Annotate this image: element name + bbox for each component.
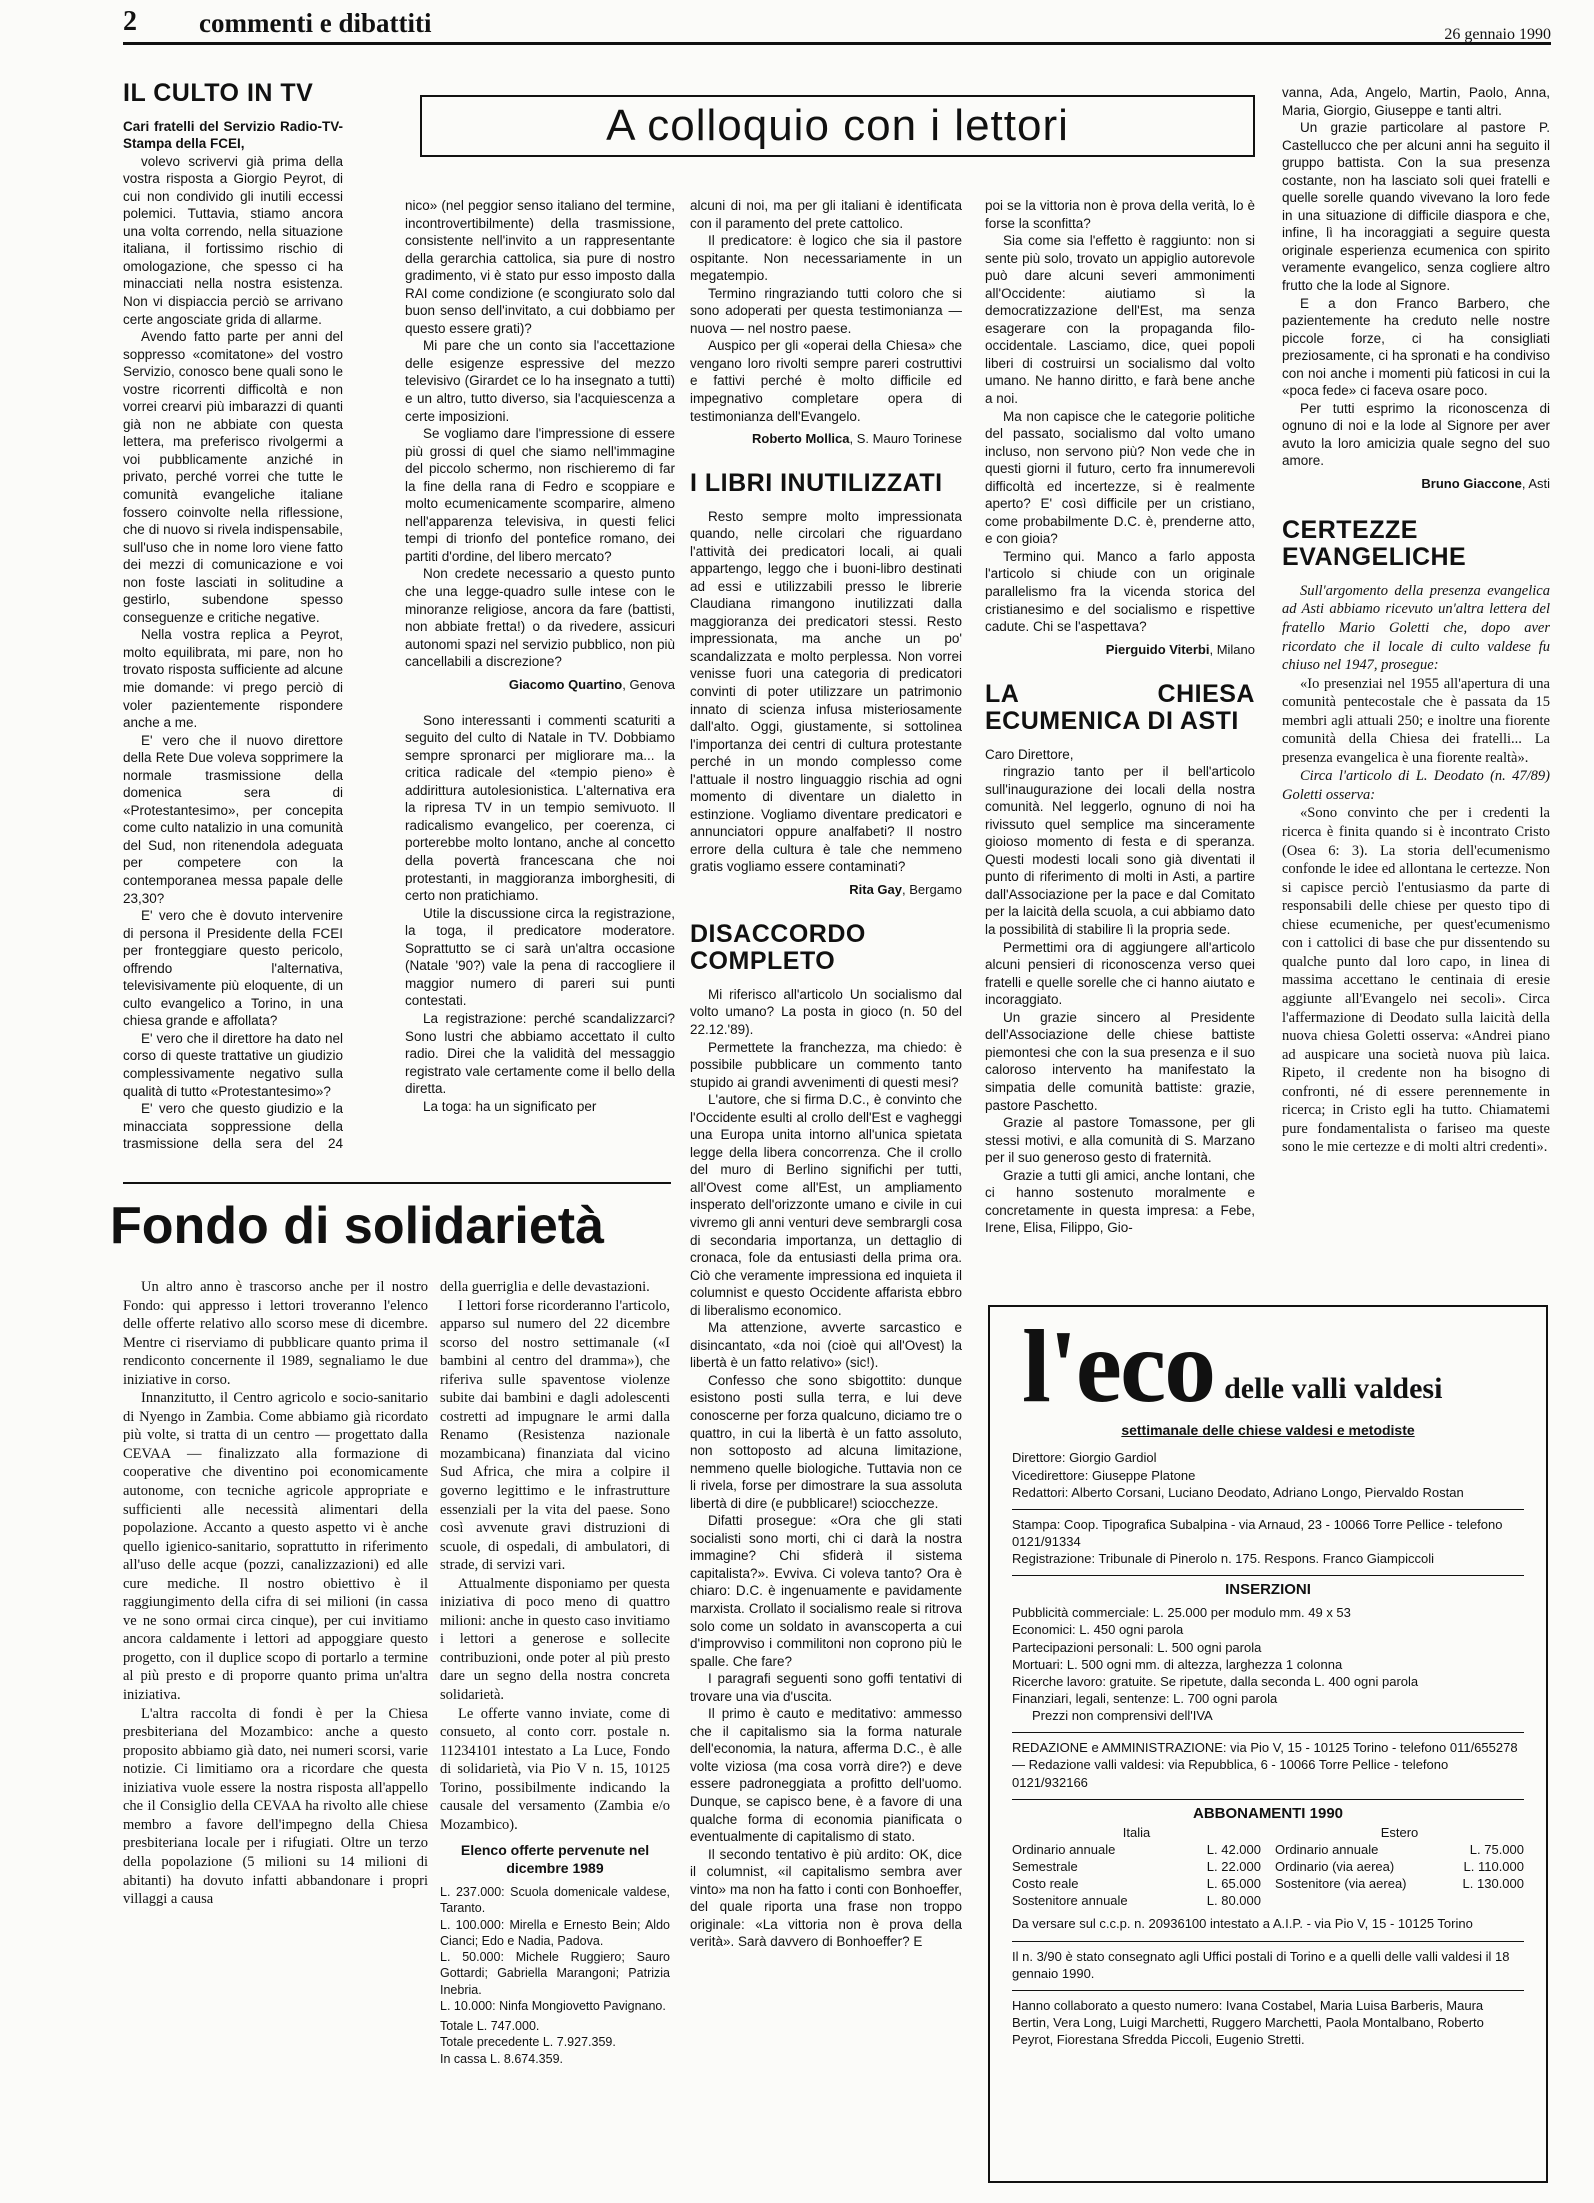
abbonamento-row: Semestrale L. 22.000 [1012, 1858, 1261, 1874]
list-item: Totale precedente L. 7.927.359. [440, 2035, 616, 2050]
paragraph: I paragrafi seguenti sono goffi tentativi di trovare una via d'uscita. [690, 1671, 962, 1704]
paragraph: Un grazie particolare al pastore P. Castellucco che per alcuni anni ha seguito il gruppo battista. Con la sua presenza costante, non ha lasciato soli quei fratelli e quelle sorelle quando vivevano la loro fede in una situazione di difficile diaspora e che, infine, lì ha incoraggiati a seguire questa originale esperienza ecumenica con spirito veramente evangelico, senza cogliere altro frutto che la lode al Signore. [1282, 120, 1550, 294]
inserzioni-item: Ricerche lavoro: gratuite. Se ripetute, dalla seconda L. 400 ogni parola [1012, 1673, 1419, 1689]
list-item: L. 10.000: Ninfa Mongiovetto Pavignano. [440, 1998, 666, 2013]
inserzioni-item: Prezzi non comprensivi dell'IVA [1032, 1708, 1213, 1724]
offerte-list [440, 1884, 670, 2067]
fondo-column-1 [123, 1278, 428, 2183]
paragraph: Sono interessanti i commenti scaturiti a seguito del culto di Natale in TV. Dobbiamo sempre spronarci per migliorare ma... la critica radicale del «tempio pieno» è addirittura autolesionistica. L'alternativa era la ripresa TV in un tempio semivuoto. Il radicalismo evangelico, per coerenza, ci porterebbe molto lontano, anche al concetto della povertà francescana che noi protestanti, in maggioranza imborghesiti, di certo non pratichiamo. [405, 712, 675, 904]
paragraph: L'autore, che si firma D.C., è convinto che l'Occidente esulti al crollo dell'Est e vagheggi una Europa unita intorno all'unica spietata legge della libera concorrenza. Che il crollo del muro di Berlino significhi per tutti, all'Ovest come all'Est, un ampliamento insperato dell'orizzonte umano e civile in cui vivremo gli anni venturi deve sembrargli cosa di secondaria importanza, un dettaglio di cronaca, fole da entusiasti della prima ora. Ciò che veramente impressiona ed inquieta il columnist e questo Occidente affarista ebbro di liberalismo economico. [690, 1092, 962, 1318]
banner-title: A colloquio con i lettori [606, 101, 1069, 150]
paragraph: Per tutti esprimo la riconoscenza di ognuno di noi e la lode al Signore per aver avuto la loro amicizia quale segno del suo amore. [1282, 400, 1550, 469]
paragraph: Il predicatore: è logico che sia il pastore ospitante. Non necessariamente in un megatempio. [690, 233, 962, 284]
eco-consegnato: Il n. 3/90 è stato consegnato agli Uffici postali di Torino e a quelli delle valli valdesi il 18 gennaio 1990. [1012, 1948, 1510, 1981]
certezze-body [1282, 582, 1550, 1157]
list-item: Totale L. 747.000. [440, 2019, 540, 2034]
abbonamento-row: Costo reale L. 65.000 [1012, 1876, 1261, 1892]
colloquio-banner [420, 95, 1255, 157]
eco-vicedirettore: Vicedirettore: Giuseppe Platone [1012, 1467, 1196, 1483]
paragraph: della guerriglia e delle devastazioni. [440, 1279, 650, 1295]
paragraph: Un grazie sincero al Presidente dell'Associazione delle chiese battiste piemontesi che con la sua presenza e il suo caloroso intervento ha manifestato la simpatia delle comunità battiste: grazie, pastore Paschetto. [985, 1009, 1255, 1113]
paragraph: E' vero che questo giudizio e la minacciata soppressione della trasmissione della sera del 24 [123, 1101, 343, 1151]
salutation: Caro Direttore, [985, 746, 1074, 762]
inserzioni-item: Mortuari: L. 500 ogni mm. di altezza, larghezza 1 colonna [1012, 1656, 1343, 1672]
page-number: 2 [123, 6, 137, 37]
paragraph: Grazie a tutti gli amici, anche lontani, che ci hanno sostenuto moralmente e concretamente in questa impresa: a Febe, Irene, Elisa, Filippo, Gio- [985, 1167, 1255, 1236]
abbonamento-row: Ordinario annuale L. 42.000 [1012, 1841, 1261, 1857]
salutation: Cari fratelli del Servizio Radio-TV-Stampa della FCEI, [123, 118, 343, 152]
paragraph: Confesso che sono sbigottito: dunque esistono posti sulla terra, e lui deve conoscerne per forza qualcuno, diciamo tre o quattro, in cui la libertà è un fatto assoluto, non sottoposto ad alcuna limitazione, nemmeno quelle biologiche. Tuttavia non ce li rivela, forse per dimostrare la sua assoluta libertà di dire (e pubblicare!) sciocchezze. [690, 1372, 962, 1511]
list-item: L. 100.000: Mirella e Ernesto Bein; Aldo Cianci; Edo e Nadia, Padova. [440, 1917, 670, 1948]
signature: Bruno Giaccone, Asti [1421, 476, 1550, 492]
inserzioni-item: Finanziari, legali, sentenze: L. 700 ogni parola [1012, 1690, 1278, 1706]
paragraph: ringrazio tanto per il bell'articolo sull'inaugurazione dei locali della nostra comunità. Nel leggerlo, ognuno di noi ha rivissuto quel semplice ma sinceramente gioioso momento di festa e di speranza. Questi modesti locali sono già diventati il punto di riferimento di molti in Asti, a partire dall'Associazione per la pace e dal Comitato per la laicità della scuola, a cui abbiamo dato la possibilità di stabilire lì la propria sede. [985, 764, 1255, 938]
paragraph: Circa l'articolo di L. Deodato (n. 47/89) Goletti osserva: [1282, 768, 1550, 803]
article-culto-in-tv [123, 76, 343, 1151]
eco-masthead-box [988, 1305, 1548, 2183]
paragraph: Resto sempre molto impressionata quando, nelle circolari che riguardano l'attività dei predicatori locali, ai quali appartengo, leggo che i buoni-libro destinati ad essi e utilizzabili presso le librerie Claudiana rimangono inutilizzati dalla maggioranza dei predicatori stessi. Resto impressionata, ma anche un po' scandalizzata e molto perplessa. Non vorrei venisse fuori una categoria di predicatori convinti di poter utilizzare un patrimonio innato di scienza infusa misteriosamente dall'alto. Oggi, giustamente, si sottolinea l'importanza dei centri di cultura protestante perché in un mondo complesso come l'attuale il nostro linguaggio rischia ad ogni momento di diventare un dialetto in estinzione. Vogliamo diventare predicatori e annunciatori oppure analfabeti? Il nostro errore della cultura è tale che nemmeno gratis vogliamo essere contaminati? [690, 508, 962, 875]
paragraph: vanna, Ada, Angelo, Martin, Paolo, Anna, Maria, Giorgio, Giuseppe e tanti altri. [1282, 85, 1550, 118]
list-item: L. 237.000: Scuola domenicale valdese, Taranto. [440, 1885, 670, 1916]
eco-direttore: Direttore: Giorgio Gardiol [1012, 1450, 1157, 1466]
abbonamento-row: Sostenitore (via aerea) L. 130.000 [1275, 1876, 1524, 1892]
abbonamento-row: Sostenitore annuale L. 80.000 [1012, 1893, 1261, 1909]
paragraph: Termino qui. Manco a farlo apposta l'articolo si chiude con un originale parallelismo fra la vicenda storica del cristianesimo e del socialismo e rispettive cadute. Chi se l'aspettava? [985, 548, 1255, 635]
eco-versare: Da versare sul c.c.p. n. 20936100 intestato a A.I.P. - via Pio V, 15 - 10125 Torino [1012, 1916, 1473, 1932]
paragraph: Permettimi ora di aggiungere all'articolo alcuni pensieri di riconoscenza verso quei fratelli e quelle sorelle che ci hanno aiutato e incoraggiato. [985, 939, 1255, 1008]
eco-collaborato: Hanno collaborato a questo numero: Ivana Costabel, Maria Luisa Barberis, Maura Bertin, Vera Long, Luigi Marchetti, Ruggero Marchetti, Paola Montalbano, Roberto Peyrot, Fiorestana Sfredda Piccoli, Eugenio Stretti. [1012, 1997, 1484, 2048]
fondo-column-2 [440, 1278, 670, 2193]
paragraph: Attualmente disponiamo per questa iniziativa di poco meno di quattro milioni: anche in questo caso invitiamo i lettori a generose e sollecite contribuzioni, onde poter al più presto dare un segno della nostra concreta solidarietà. [440, 1575, 670, 1704]
article-title: DISACCORDO COMPLETO [690, 919, 866, 976]
paragraph: Un altro anno è trascorso anche per il nostro Fondo: qui appresso i lettori troveranno l'elenco delle offerte relativo allo scorso mese di dicembre. Mentre ci riserviamo di pubblicare quanto prima il rendiconto concernente il 1989, segnaliamo le due iniziative in corso. [123, 1279, 428, 1388]
paragraph: Nella vostra replica a Peyrot, molto equilibrata, mi pare, non ho trovato risposta sufficiente ad alcune mie domande: vi prego perciò di voler pazientemente rispondere anche a me. [123, 627, 343, 731]
list-item: L. 50.000: Michele Ruggiero; Sauro Gottardi; Gabriella Marangoni; Patrizia Inebria. [440, 1950, 670, 1997]
paragraph: E' vero che il nuovo direttore della Rete Due voleva sopprimere la normale trasmissione della domenica sera di «Protestantesimo», per concepita come culto natalizio in una comunità del Sud, non ritenendola adeguata per competere con la contemporanea messa papale delle 23,30? [123, 732, 343, 906]
paragraph: La registrazione: perché scandalizzarci? Sono lustri che abbiamo accettato il culto radio. Direi che la validità del messaggio registrato vale certamente come il bello della diretta. [405, 1010, 675, 1097]
paragraph: Mi riferisco all'articolo Un socialismo dal volto umano? La posta in gioco (n. 50 del 22.12.'89). [690, 986, 962, 1037]
abbonamento-row: Ordinario annuale L. 75.000 [1275, 1841, 1524, 1857]
paragraph: Difatti prosegue: «Ora che gli stati socialisti sono morti, chi ci darà la nostra immagine? Chi sfiderà il sistema capitalista?». Evviva. Ci voleva tanto? Ora è chiaro: D.C. è ingenuamente e pavidamente marxista. Crollato il socialismo reale si ritrova solo come un soldato in avanscoperta a cui d'improvviso i commilitoni non coprono più le spalle. Che fare? [690, 1513, 962, 1669]
inserzioni-item: Economici: L. 450 ogni parola [1012, 1622, 1184, 1638]
inserzioni-item: Pubblicità commerciale: L. 25.000 per modulo mm. 49 x 53 [1012, 1605, 1351, 1621]
intro: Sull'argomento della presenza evangelica ad Asti abbiamo ricevuto un'altra lettera del fratello Mario Goletti che, dopo aver ricordato che il locale di culto valdese fu chiuso nel 1947, prosegue: [1282, 582, 1550, 674]
paragraph: Innanzitutto, il Centro agricolo e socio-sanitario di Nyengo in Zambia. Come abbiamo già ricordato più volte, si tratta di un centro — progettato dalla CEVAA — finalizzato alla formazione di cooperative che diventino poi economicamente autonome, con tecniche agricole appropriate e sufficienti alle necessità alimentari della popolazione. Accanto a questo aspetto vi è anche quello igienico-sanitario, soprattutto in riferimento all'uso delle acque (pozzi, canalizzazioni) ed alle cure mediche. Il nostro obiettivo è il raggiungimento della cifra di sei milioni (in cassa ve ne sono ormai circa cinque), per cui invitiamo ancora caldamente i lettori ad appoggiare questo progetto, con il duplice scopo di portarlo a termine al più presto e di proporre quanto prima un'altra iniziativa. [123, 1390, 428, 1704]
eco-stampa: Stampa: Coop. Tipografica Subalpina - via Arnaud, 23 - 10066 Torre Pellice - telefono 0121/91334 [1012, 1516, 1503, 1550]
article-title: LA CHIESA ECUMENICA DI ASTI [985, 679, 1255, 736]
paragraph: Il primo è cauto e meditativo: ammesso che il capitalismo sia la forma naturale dell'economia, la natura, afferma D.C., è alle volte viziosa (ma cosa vorrà dire?) e deve essere padroneggiata a profitto dell'uomo. Dunque, se capisco bene, è a favore di una qualche forma di economia pianificata o eventualmente di capitalismo di stato. [690, 1706, 962, 1845]
inserzioni-item: Partecipazioni personali: L. 500 ogni parola [1012, 1639, 1262, 1655]
abbonamento-row: Ordinario (via aerea) L. 110.000 [1275, 1858, 1524, 1874]
paragraph: Avendo fatto parte per anni del soppresso «comitatone» del vostro Servizio, conosco bene quali sono le vostre ricorrenti difficoltà e non vorrei crearvi più imbarazzi di quanti già non ne abbiate con questa lettera, ma preferisco rivolgermi a voi pubblicamente anziché in privato, perché vorrei che tutte le comunità evangeliche italiane fossero coinvolte nella riflessione, che di nuovo si rivela indispensabile, sull'uso che in nome loro viene fatto dei mezzi di comunicazione e voi non foste lasciati in solitudine a gestirlo, subendone spesso conseguenze e critiche negative. [123, 329, 343, 625]
paragraph: «Sono convinto che per i credenti la ricerca è finita quando si è incontrato Cristo (Osea 6: 3). La storia dell'ecumenismo confonde le idee ed allontana le certezze. Non si capisce perciò l'entusiasmo da parte di responsabili delle chiese per questo tipo di chiese ecumeniche, per quest'ecumenismo con i cattolici di base che pur dissentendo su qualche punto dal loro capo, in linea di massima accettano le centinaia di eresie aggiunte all'Evangelo nei secoli». Circa l'affermazione di Deodato sulla laicità della nuova chiesa Goletti osserva: «Andrei piano ad auspicare una società nuova più laica. Ripeto, il credente non ha bisogno di confronti, né di essere perennemente in ricerca; in Cristo egli ha tutto. Chiamatemi pure fondamentalista o fariseo ma queste sono le mie certezze e di molti altri credenti». [1282, 805, 1550, 1156]
paragraph: nico» (nel peggior senso italiano del termine, incontrovertibilmente) della trasmissione, consistente nell'invito a un rappresentante della gerarchia cattolica, sia pure di nostro gradimento, vi è stato pur esso imposto dalla RAI come condizione (e scongiurato solo dal buon senso dell'invitato, a cui dobbiamo per questo essere grati)? [405, 198, 675, 336]
paragraph: E' vero che è dovuto intervenire di persona il Presidente della FCEI per fronteggiare questo pericolo, offrendo l'alternativa, televisivamente più eloquente, di un culto evangelico a Torino, in una chiesa grande e affollata? [123, 908, 343, 1029]
abbonamenti-estero: Estero Ordinario annuale L. 75.000 Ordinario (via aerea) L. 110.000 Sostenitore (via aerea) L. 130.000 [1275, 1824, 1524, 1892]
paragraph: poi se la vittoria non è prova della verità, lo è forse la sconfitta? [985, 198, 1255, 231]
paragraph: Il secondo tentativo è più ardito: OK, dice il columnist, «il capitalismo sembra aver vinto» ma non ha fatto i conti con Bonhoeffer, del quale riporta una frase non troppo originale: «La vittoria non è prova della verità». Sarà davvero di Bonhoeffer? E [690, 1846, 962, 1950]
paragraph: E' vero che il direttore ha dato nel corso di queste trattative un giudizio complessivamente negativo sulla qualità di tutto «Protestantesimo»? [123, 1030, 343, 1099]
paragraph: volevo scrivervi già prima della vostra risposta a Giorgio Peyrot, di cui non condivido gli inutili eccessi polemici. Tuttavia, stiamo ancora una volta correndo, nella situazione italiana, il fortissimo rischio di omologazione, che spesso ci ha minacciati nella nostra esistenza. Non vi dispiaccia perciò se arrivano certe angosciate grida di allarme. [123, 153, 343, 327]
section-title: commenti e dibattiti [199, 8, 432, 38]
eco-registrazione: Registrazione: Tribunale di Pinerolo n. 175. Respons. Franco Giampiccoli [1012, 1551, 1434, 1567]
paragraph: L'altra raccolta di fondi è per la Chiesa presbiteriana del Mozambico: anche a questo proposito abbiamo già dato, nei numeri scorsi, varie notizie. Ci limitiamo ora a ricordare che questa iniziativa vuole essere la nostra risposta all'appello che il Consiglio della CEVAA ha rivolto alle chiese membro a favore dell'impegno della Chiesa presbiteriana locale per i rifugiati. Oltre un terzo della popolazione (5 milioni su 14 milioni di abitanti) ha dovuto infatti abbandonare i propri villaggi a causa [123, 1705, 428, 1908]
list-item: In cassa L. 8.674.359. [440, 2051, 564, 2066]
article-title: CERTEZZE EVANGELICHE [1282, 515, 1467, 572]
signature: Roberto Mollica, S. Mauro Torinese [752, 431, 962, 447]
paragraph: Grazie al pastore Tomassone, per gli stessi motivi, e alla comunità di S. Marzano per il suo generoso gesto di fraternità. [985, 1115, 1255, 1166]
article-column-4 [985, 197, 1255, 1282]
paragraph: Se vogliamo dare l'impressione di essere più grossi di quel che siamo nell'immagine del piccolo schermo, non rischieremo di far la fine della rana di Fedro e scoppiare e molto ecumenicamente scomparire, almeno nell'apparenza televisiva, in questi felici tempi di trionfo del pontefice romano, dei partiti d'ordine, del libero mercato? [405, 426, 675, 564]
abbonamenti-italia: Italia Ordinario annuale L. 42.000 Semestrale L. 22.000 Costo reale L. 65.000 Sostenitore annuale L. 80.000 [1012, 1824, 1261, 1909]
paragraph: I lettori forse ricorderanno l'articolo, apparso sul numero del 22 dicembre scorso del nostro settimanale («I bambini al centro del dramma»), che riferiva sulle spaventose violenze subite dai bambini e dagli adolescenti costretti ad impugnare le armi dalla Renamo (Resistenza nazionale mozambicana) finanziata dal vicino Sud Africa, che mira a colpire il governo legittimo e le infrastrutture essenziali per la vita del paese. Sono così avvenute gravi distruzioni di scuole, di ospedali, di ambulatori, di strade, di servizi vari. [440, 1297, 670, 1574]
list-title: Elenco offerte pervenute nel dicembre 1989 [460, 1842, 650, 1877]
paragraph: Sia come sia l'effetto è raggiunto: non si sente più solo, trovato un appiglio autorevole può dare alcuni severi ammonimenti all'Occidente: aiutiamo sì la democratizzazione dell'Est, ma senza esagerare con la propaganda filo-occidentale. Lasciamo, dice, quei popoli liberi di costruirsi un socialismo dal volto umano. Ne hanno diritto, e farà bene anche a noi. [985, 233, 1255, 407]
paragraph: Termino ringraziando tutti coloro che si sono adoperati per questa testimonianza — nuova — nel nostro paese. [690, 285, 962, 336]
paragraph: «Io presenziai nel 1955 all'apertura di una comunità pentecostale che è passata da 15 membri agli attuali 250; e inoltre una fiorente comunità della Chiesa dei fratelli... La presenza evangelica è una fiorente realtà». [1282, 675, 1550, 766]
fondo-top-rule [123, 1182, 671, 1184]
page-header [123, 6, 1551, 42]
issue-date: 26 gennaio 1990 [1444, 26, 1551, 42]
paragraph: Permettete la franchezza, ma chiedo: è possibile pubblicare un commento tanto stupido ai grandi avvenimenti di questi mesi? [690, 1039, 962, 1090]
paragraph: alcuni di noi, ma per gli italiani è identificata con il paramento del prete cattolico. [690, 198, 962, 231]
eco-tagline: settimanale delle chiese valdesi e metodiste [1121, 1422, 1415, 1438]
paragraph: Auspico per gli «operai della Chiesa» che vengano loro rivolti sempre pareri costruttivi e fattivi perché è molto difficile ed impegnativo completare opera di testimonianza dell'Evangelo. [690, 338, 962, 424]
eco-redazione: REDAZIONE e AMMINISTRAZIONE: via Pio V, 15 - 10125 Torino - telefono 011/655278 — Redazione valli valdesi: via Repubblica, 6 - 10066 Torre Pellice - telefono 0121/932166 [1012, 1740, 1518, 1790]
eco-logo: l'eco delle valli valdesi [1022, 1309, 1443, 1424]
paragraph: Utile la discussione circa la registrazione, la toga, il predicatore moderatore. Soprattutto se ci sarà un'altra occasione (Natale '90?) vale la pena di raccogliere il maggior numero di pareri sui punti contestati. [405, 905, 675, 1009]
article-title: IL CULTO IN TV [123, 79, 314, 107]
inserzioni-title: INSERZIONI [1225, 1581, 1311, 1599]
signature: Giacomo Quartino, Genova [508, 676, 675, 692]
abbonamenti-title: ABBONAMENTI 1990 [1192, 1804, 1344, 1822]
paragraph: Le offerte vanno inviate, come di consueto, al conto corr. postale n. 11234101 intestato a La Luce, Fondo di solidarietà, via Pio V n. 15, 10125 Torino, possibilmente indicando la causale del versamento (Zambia e/o Mozambico). [440, 1705, 670, 1833]
paragraph: E a don Franco Barbero, che pazientemente ha creduto nelle nostre piccole forze, ci ha consigliati preziosamente, ci ha spronati e ha condiviso con noi anche i momenti più faticosi in cui la «poca fede» ci faceva osare poco. [1282, 295, 1550, 399]
paragraph: Ma attenzione, avverte sarcastico e disincantato, «da noi (cioè qui all'Ovest) la libertà è un fatto relativo» (sic!). [690, 1320, 962, 1371]
header-rule [123, 42, 1551, 45]
article-column-3 [690, 197, 962, 2187]
article-culto-continued [405, 197, 675, 1182]
paragraph: Mi pare che un conto sia l'accettazione delle esigenze espressive del mezzo televisivo (Girardet ce lo ha insegnato a tutti) e un altro, tutto diverso, sia l'acquiescenza a certe imposizioni. [405, 338, 675, 424]
signature: Pierguido Viterbi, Milano [1105, 641, 1255, 657]
eco-redattori: Redattori: Alberto Corsani, Luciano Deodato, Adriano Longo, Piervaldo Rostan [1012, 1484, 1464, 1500]
signature: Rita Gay, Bergamo [849, 881, 962, 897]
fondo-title: Fondo di solidarietà [110, 1197, 605, 1255]
paragraph: La toga: ha un significato per [423, 1098, 597, 1114]
paragraph: Non credete necessario a questo punto che una legge-quadro sulle intese con le minoranze religiose, ancora da fare (battisti, non abbiate fretta!) o da rivedere, assicuri autonomi spazi nel servizio pubblico, non più cancellabili a discrezione? [405, 566, 675, 670]
article-column-5 [1282, 84, 1550, 1284]
paragraph: Ma non capisce che le categorie politiche del passato, socialismo dal volto umano incluso, non servono più? Non vede che in questi giorni il futuro, certo fra innumerevoli difficoltà ed incertezze, si è realmente aperto? E' così difficile per un cristiano, come probabilmente D.C. è, prenderne atto, e con gioia? [985, 408, 1255, 547]
article-title: I LIBRI INUTILIZZATI [690, 469, 943, 497]
